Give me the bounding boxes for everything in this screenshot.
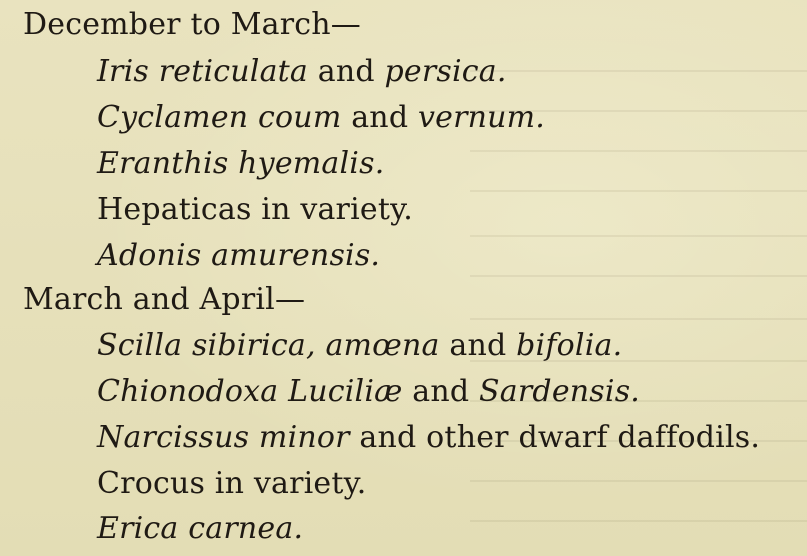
latin-name-text: Scilla sibirica, amœna <box>97 328 440 363</box>
bleed-through-line <box>470 70 807 72</box>
latin-name-text: Chionodoxa Luciliæ <box>97 374 403 409</box>
latin-name-text: Iris reticulata <box>97 54 309 89</box>
latin-name-text: Erica carnea. <box>97 511 304 546</box>
plant-entry <box>97 420 760 456</box>
bleed-through-line <box>470 318 807 320</box>
plain-text: Crocus in variety. <box>97 466 367 501</box>
bleed-through-line <box>470 190 807 192</box>
plant-entry <box>97 511 303 547</box>
latin-name-text: vernum. <box>417 100 546 135</box>
plant-entry <box>97 238 380 274</box>
latin-name-text: bifolia. <box>516 328 623 363</box>
bleed-through-line <box>470 275 807 277</box>
latin-name-text: persica. <box>384 54 507 89</box>
bleed-through-line <box>470 480 807 482</box>
section-heading-march-april: March and April— <box>23 282 306 317</box>
plain-text: and <box>308 54 385 89</box>
bleed-through-line <box>470 150 807 152</box>
plant-entry <box>97 54 507 90</box>
plant-entry <box>97 374 640 410</box>
latin-name-text: Sardensis. <box>479 374 641 409</box>
bleed-through-line <box>470 520 807 522</box>
latin-name-text: Adonis amurensis. <box>97 238 381 273</box>
plant-entry <box>97 328 622 364</box>
latin-name-text: Cyclamen coum <box>97 100 342 135</box>
plant-entry <box>97 192 413 228</box>
bleed-through-line <box>470 235 807 237</box>
plain-text: and <box>402 374 480 409</box>
plain-text: Hepaticas in variety. <box>97 192 414 227</box>
plant-entry <box>97 466 367 502</box>
latin-name-text: Eranthis hyemalis. <box>97 146 385 181</box>
latin-name-text: Narcissus minor <box>97 420 350 455</box>
plant-entry <box>97 146 384 182</box>
section-heading-december-march: December to March— <box>23 7 361 42</box>
plant-entry <box>97 100 545 136</box>
plain-text: and other dwarf daffodils. <box>349 420 761 455</box>
plain-text: and <box>439 328 517 363</box>
plain-text: and <box>341 100 418 135</box>
